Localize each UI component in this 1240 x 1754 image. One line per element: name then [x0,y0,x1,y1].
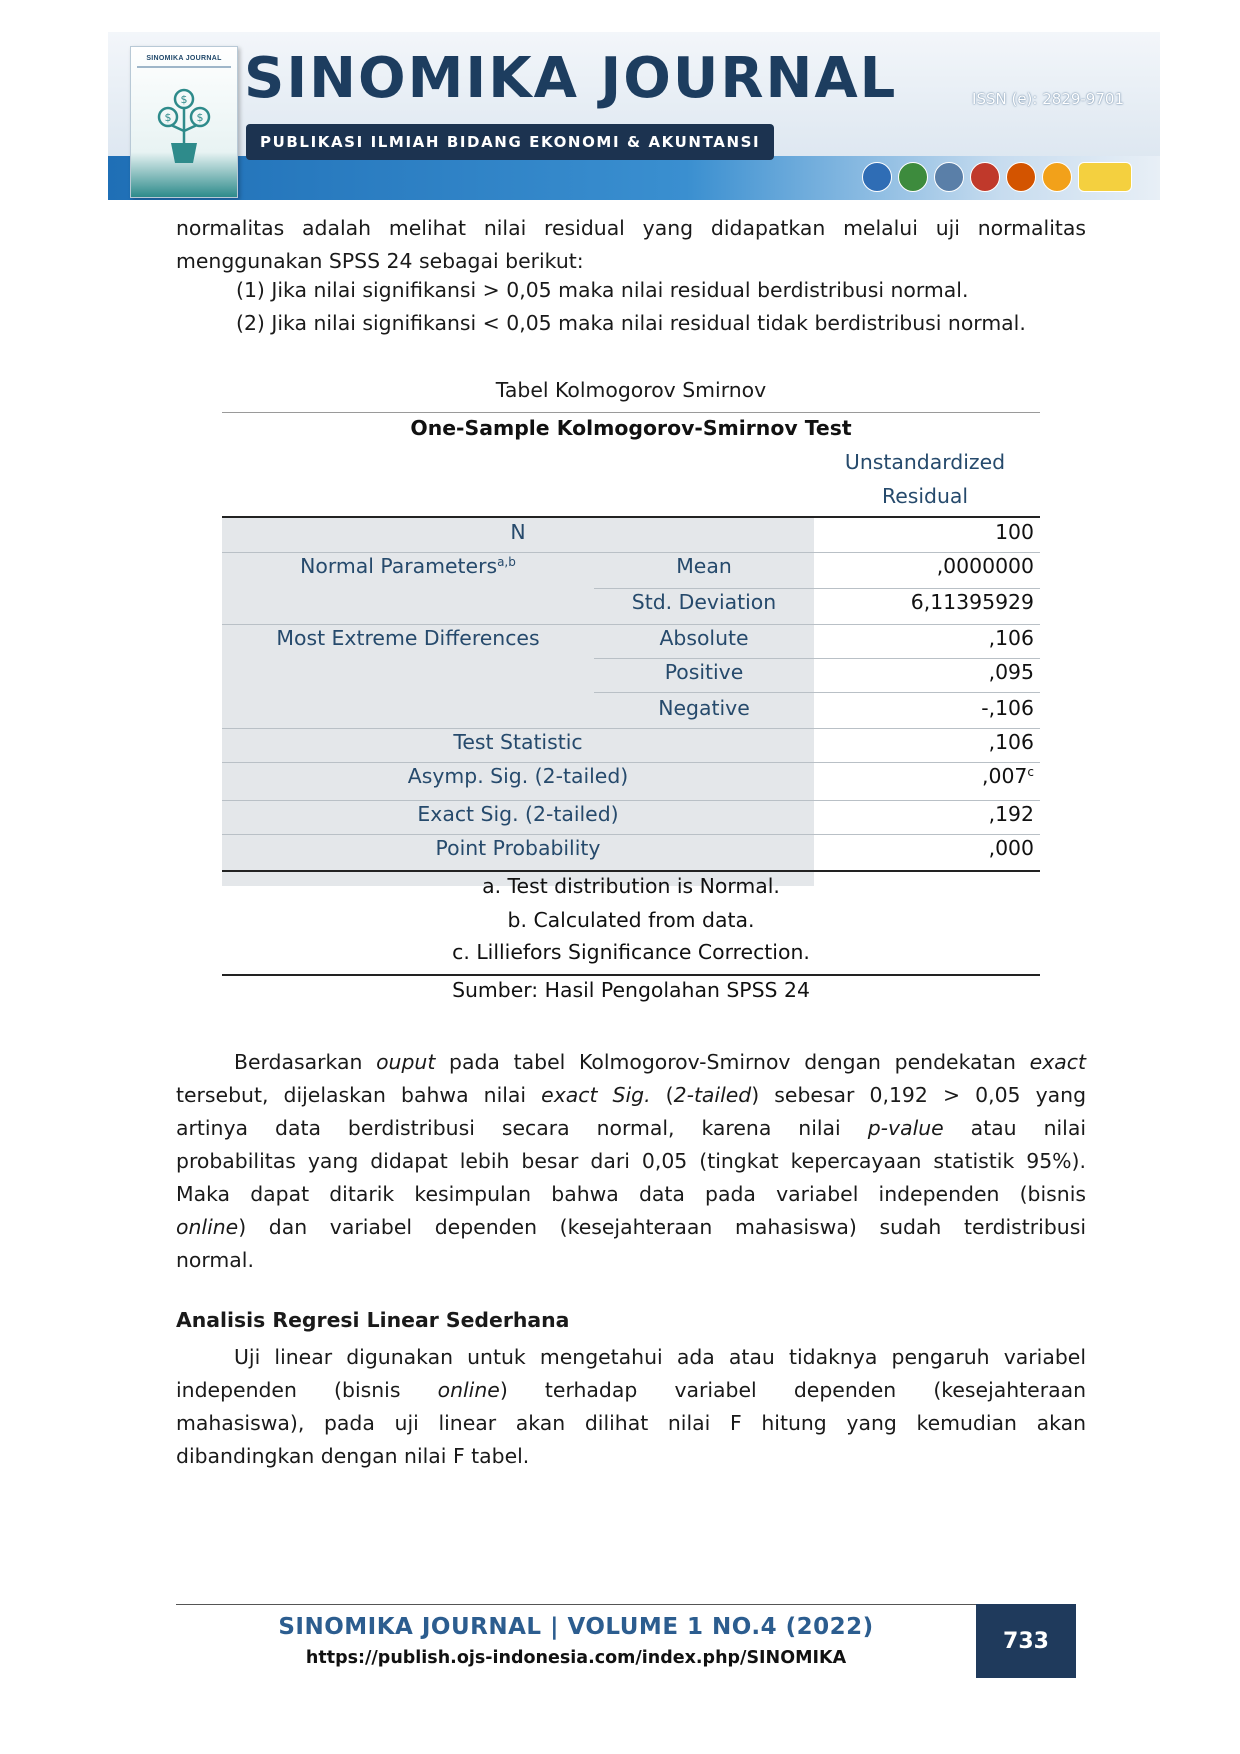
text-run: Berdasarkan [234,1050,377,1074]
row-separator [222,762,1040,763]
italic-term: p-value [867,1116,944,1140]
kemenag-logo-icon [898,162,928,192]
svg-text:$: $ [196,111,204,124]
footer-rule [176,1604,976,1605]
column-header-line-2: Residual [881,484,969,508]
row-label-normal-parameters [222,554,594,578]
row-label-test-statistic: Test Statistic [453,730,583,754]
row-label-exact-sig: Exact Sig. (2-tailed) [417,802,619,826]
table-footnote-c: c. Lilliefors Significance Correction. [452,940,810,964]
cover-rule [137,66,231,68]
row-label-negative: Negative [658,696,750,720]
money-plant-icon [153,87,215,167]
footer-url[interactable]: https://publish.ojs-indonesia.com/index.php/SINOMIKA [305,1648,847,1668]
text-run: ) sebesar 0,192 > 0,05 yang [751,1083,1087,1107]
column-header-line-1: Unstandardized [844,450,1006,474]
row-value-asymp-sig [982,764,1034,788]
paragraph-line: dibandingkan dengan nilai F tabel. [176,1444,530,1468]
italic-term: exact Sig. [541,1083,651,1107]
table-top-rule [222,412,1040,413]
row-separator [594,658,1040,659]
text-run: ) dan variabel dependen (kesejahteraan mahasiswa) sudah terdistribusi [238,1215,1086,1239]
table-caption: Tabel Kolmogorov Smirnov [495,378,767,402]
row-label-asymp-sig: Asymp. Sig. (2-tailed) [407,764,629,788]
cover-title: SINOMIKA JOURNAL [146,55,222,62]
paragraph-line [176,1079,1086,1112]
crossref-logo-icon [934,162,964,192]
journal-banner [108,32,1160,200]
journal-cover-thumbnail [130,46,238,198]
intro-line-2: menggunakan SPSS 24 sebagai berikut: [176,249,584,273]
svg-text:$: $ [164,111,172,124]
row-label-absolute: Absolute [659,626,749,650]
paragraph-line: normal. [176,1248,254,1272]
issn-label: ISSN (e): 2829-9701 [972,90,1124,108]
row-separator [594,692,1040,693]
journal-subtitle: PUBLIKASI ILMIAH BIDANG EKONOMI & AKUNTANSI [246,124,774,160]
section-heading: Analisis Regresi Linear Sederhana [176,1308,570,1332]
copernicus-logo-icon [1078,162,1132,192]
text-run: artinya data berdistribusi secara normal, karena nilai [176,1116,868,1140]
row-value-negative: -,106 [981,696,1034,720]
footer-journal-info: SINOMIKA JOURNAL | VOLUME 1 NO.4 (2022) [278,1614,874,1640]
italic-term: exact [1029,1050,1086,1074]
row-label-std-deviation: Std. Deviation [631,590,777,614]
row-separator [222,624,1040,625]
italic-term: online [176,1215,239,1239]
indexing-logos [862,162,1132,192]
paragraph-line [176,1046,1086,1079]
asymp-sig-footnote-ref: c [1027,765,1034,779]
page-number: 733 [976,1604,1076,1678]
row-label-n: N [510,520,526,544]
row-value-test-statistic: ,106 [988,730,1034,754]
row-value-n: 100 [995,520,1034,544]
normal-parameters-text: Normal Parameters [300,554,498,578]
intro-line-1: normalitas adalah melihat nilai residual yang didapatkan melalui uji normalitas [176,216,1086,240]
row-separator [222,834,1040,835]
regression-paragraph [176,1341,1086,1473]
google-scholar-logo-icon [1006,162,1036,192]
paragraph-line [176,1374,1086,1407]
table-source: Sumber: Hasil Pengolahan SPSS 24 [452,978,810,1002]
row-separator [594,588,1040,589]
italic-term: 2-tailed [673,1083,752,1107]
row-value-absolute: ,106 [988,626,1034,650]
table-footnote-a: a. Test distribution is Normal. [482,874,780,898]
table-footnote-b: b. Calculated from data. [507,908,755,932]
paragraph-line [176,1211,1086,1244]
row-label-point-probability: Point Probability [435,836,601,860]
criteria-item-1: (1) Jika nilai signifikansi > 0,05 maka nilai residual berdistribusi normal. [236,278,969,302]
italic-term: ouput [376,1050,436,1074]
text-run: ( [650,1083,674,1107]
intro-paragraph [176,212,1086,278]
paragraph-line [176,1112,1086,1145]
italic-term: online [437,1378,500,1402]
paragraph-line: mahasiswa), pada uji linear akan dilihat nilai F hitung yang kemudian akan [176,1411,1086,1435]
body-bottom-rule [222,870,1040,872]
asymp-sig-value: ,007 [981,764,1028,788]
row-value-positive: ,095 [988,660,1034,684]
text-run: ) terhadap variabel dependen (kesejahteraan [499,1378,1086,1402]
table-bottom-rule [222,974,1040,976]
row-value-point-probability: ,000 [988,836,1034,860]
criteria-item-2: (2) Jika nilai signifikansi < 0,05 maka nilai residual tidak berdistribusi normal. [236,311,1026,335]
row-label-most-extreme-differences: Most Extreme Differences [276,626,540,650]
row-label-positive: Positive [664,660,744,684]
text-run: pada tabel Kolmogorov-Smirnov dengan pendekatan [435,1050,1030,1074]
row-separator [222,800,1040,801]
kemdikbud-logo-icon [862,162,892,192]
interpretation-paragraph [176,1046,1086,1277]
row-value-mean: ,0000000 [936,554,1034,578]
paragraph-line: probabilitas yang didapat lebih besar dari 0,05 (tingkat kepercayaan statistik 95%). [176,1149,1086,1173]
garuda-logo-icon [970,162,1000,192]
row-value-exact-sig: ,192 [988,802,1034,826]
paragraph-line: Maka dapat ditarik kesimpulan bahwa data pada variabel independen (bisnis [176,1182,1086,1206]
row-label-mean: Mean [676,554,732,578]
svg-text:$: $ [180,93,188,106]
text-run: tersebut, dijelaskan bahwa nilai [176,1083,542,1107]
text-run: independen (bisnis [176,1378,438,1402]
text-run: atau nilai [943,1116,1086,1140]
doi-logo-icon [1042,162,1072,192]
row-separator [222,728,1040,729]
normal-parameters-footnote-ref: a,b [497,555,516,569]
table-title: One-Sample Kolmogorov-Smirnov Test [410,416,852,440]
journal-title: SINOMIKA JOURNAL [244,46,898,111]
row-value-std-deviation: 6,11395929 [910,590,1034,614]
row-separator [222,552,1040,553]
paragraph-line: Uji linear digunakan untuk mengetahui ada atau tidaknya pengaruh variabel [234,1345,1086,1369]
